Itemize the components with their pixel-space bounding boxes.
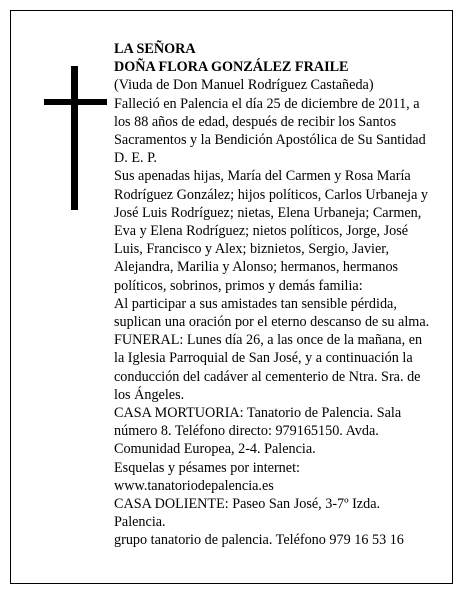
death-paragraph: Falleció en Palencia el día 25 de diciembre de 2011, a los 88 años de edad, después de recibir los Santos Sacramentos y la Bendición Apostólica de Su Santidad D. E. P. (114, 95, 426, 167)
internet-condolences-label: Esquelas y pésames por internet: (114, 459, 300, 476)
widow-note: (Viuda de Don Manuel Rodríguez Castañeda) (114, 77, 374, 94)
prayer-paragraph: Al participar a sus amistades tan sensible pérdida, suplican una oración por el eterno descanso de su alma. (114, 295, 430, 331)
family-paragraph: Sus apenadas hijas, María del Carmen y Rosa María Rodríguez González; hijos políticos, Carlos Urbaneja y José Luis Rodríguez; nietas, Elena Urbaneja; Carmen, Eva y Elena Rodríguez; nietos políticos, Jorge, José Luis, Francisco y Alex; biznietos, Sergio, Javier, Alejandra, Marilia y Alonso; hermanos, hermanos políticos, sobrinos, primos y demás familia: (114, 168, 429, 294)
group-phone-line: grupo tanatorio de palencia. Teléfono 979 16 53 16 (114, 532, 404, 549)
obituary-text (114, 40, 434, 550)
funeral-paragraph: FUNERAL: Lunes día 26, a las once de la mañana, en la Iglesia Parroquial de San José, y a continuación la conducción del cadáver al cementerio de Ntra. Sra. de los Ángeles. (114, 332, 423, 403)
title-line-1: LA SEÑORA (114, 41, 196, 57)
website-text: www.tanatoriodepalencia.es (114, 477, 274, 494)
deceased-name: DOÑA FLORA GONZÁLEZ FRAILE (114, 59, 349, 76)
funeral-home-paragraph: CASA MORTUORIA: Tanatorio de Palencia. Sala número 8. Teléfono directo: 979165150. Avda. Comunidad Europea, 2-4. Palencia. (114, 405, 402, 458)
latin-cross-icon (44, 66, 107, 210)
family-home-paragraph: CASA DOLIENTE: Paseo San José, 3-7º Izda. Palencia. (114, 496, 381, 531)
